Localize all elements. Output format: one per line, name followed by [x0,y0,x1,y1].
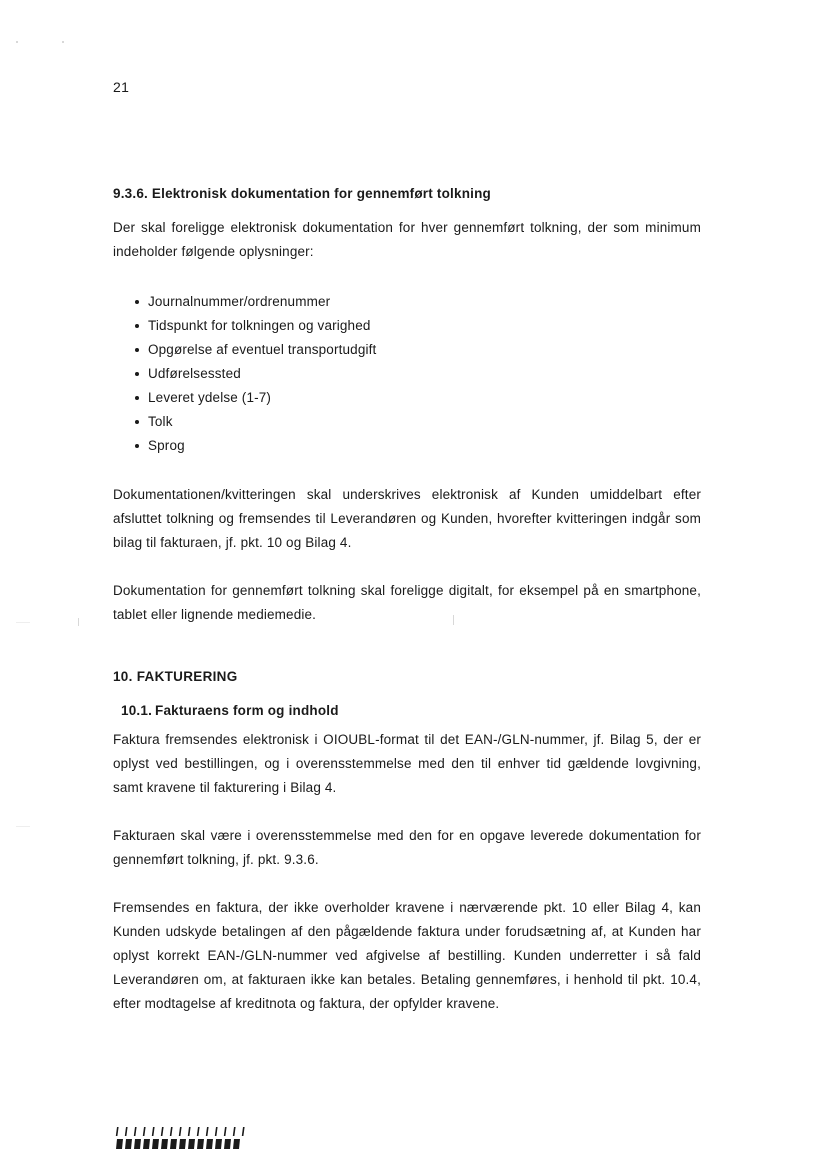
scan-artifact [78,618,79,626]
barcode-top-row [116,1127,245,1136]
chapter-heading-10: 10. FAKTURERING [113,669,238,684]
list-item: Journalnummer/ordrenummer [135,290,701,314]
scan-artifact [16,41,18,43]
digital-documentation-paragraph: Dokumentation for gennemført tolkning skal foreligge digitalt, for eksempel på en smartphone, tablet eller lignende mediemedie. [113,583,701,622]
page-body [113,186,701,1016]
subsection-title: Fakturaens form og indhold [155,703,339,718]
list-item: Udførelsessted [135,362,701,386]
scan-artifact [16,622,30,623]
list-item: Leveret ydelse (1-7) [135,386,701,410]
list-item: Opgørelse af eventuel transportudgift [135,338,701,362]
list-item: Sprog [135,434,701,458]
required-information-list [113,290,701,458]
invoice-noncompliance-paragraph: Fremsendes en faktura, der ikke overholder kravene i nærværende pkt. 10 eller Bilag 4, kan Kunden udskyde betalingen af den pågældende faktura under forudsætning af, at Kunden har oplyst korrekt EAN-/GLN-nummer ved afgivelse af bestilling. Kunden underretter i så fald Leverandøren om, at fakturaen ikke kan betales. Betaling gennemføres, i henhold til pkt. 10.4, efter modtagelse af kreditnota og faktura, der opfylder kravene. [113,900,701,1011]
subsection-heading-10-1 [121,703,701,718]
invoice-format-paragraph: Faktura fremsendes elektronisk i OIOUBL-format til det EAN-/GLN-nummer, jf. Bilag 5, der er oplyst ved bestillingen, og i overensstemmelse med den til enhver tid gældende lovgivning, samt kravene til fakturering i Bilag 4. [113,732,701,795]
invoice-consistency-paragraph: Fakturaen skal være i overensstemmelse med den for en opgave leverede dokumentation for gennemført tolkning, jf. pkt. 9.3.6. [113,828,701,867]
scan-artifact [62,41,64,43]
barcode-icon [115,1127,247,1149]
barcode-bottom-row [116,1139,240,1149]
section-heading-9-3-6: 9.3.6. Elektronisk dokumentation for gennemført tolkning [113,186,491,201]
list-item: Tidspunkt for tolkningen og varighed [135,314,701,338]
receipt-signature-paragraph: Dokumentationen/kvitteringen skal underskrives elektronisk af Kunden umiddelbart efter afsluttet tolkning og fremsendes til Leverandøren og Kunden, hvorefter kvitteringen indgår som bilag til fakturaen, jf. pkt. 10 og Bilag 4. [113,487,701,550]
section-intro-paragraph: Der skal foreligge elektronisk dokumentation for hver gennemført tolkning, der som minimum indeholder følgende oplysninger: [113,220,701,259]
scan-artifact [16,826,30,827]
subsection-number: 10.1. [121,703,153,718]
page-number: 21 [113,79,130,95]
list-item: Tolk [135,410,701,434]
